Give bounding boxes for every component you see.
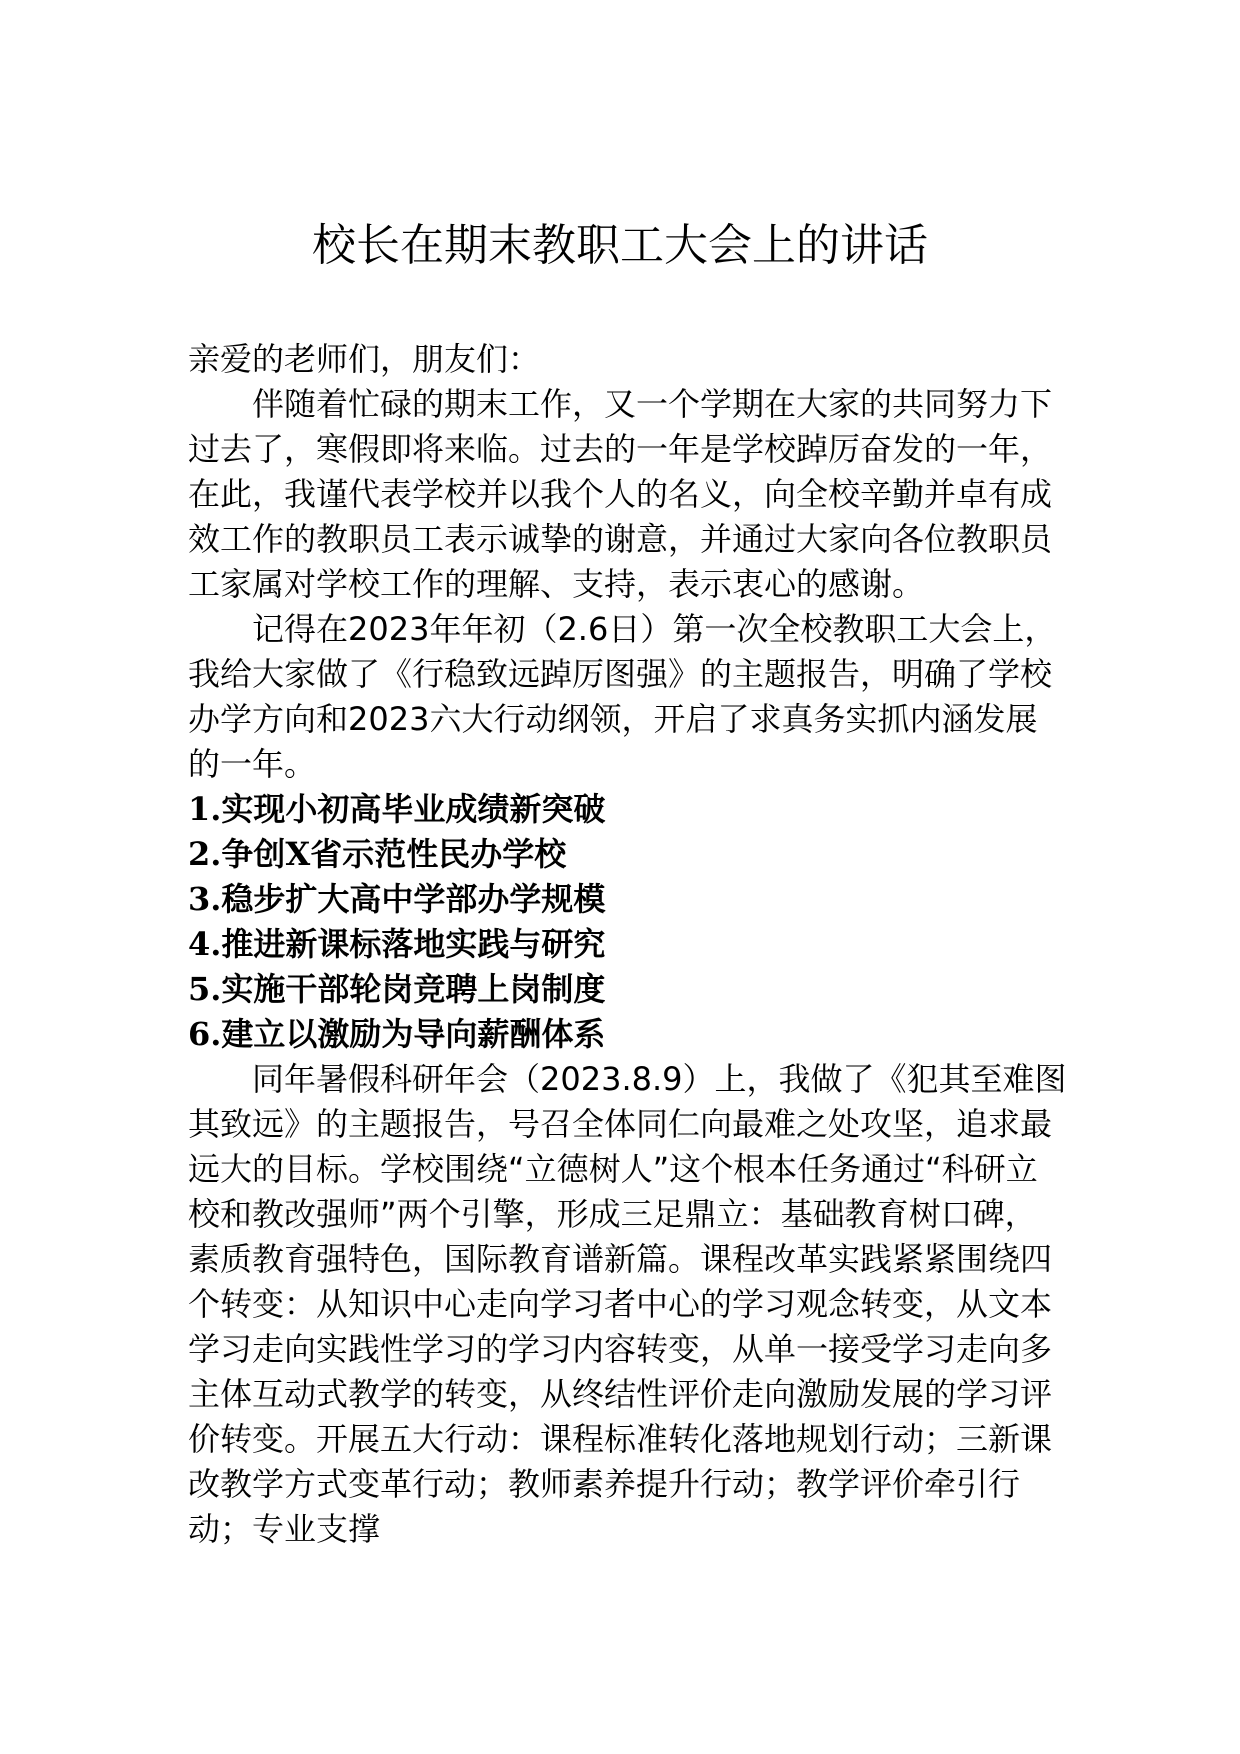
goal-item: 4.推进新课标落地实践与研究 (188, 925, 606, 963)
goal-item: 3.稳步扩大高中学部办学规模 (188, 880, 606, 918)
document-body (188, 337, 1068, 1552)
paragraph-report: 记得在2023年年初（2.6日）第一次全校教职工大会上，我给大家做了《行稳致远踔厉图强》的主题报告，明确了学校办学方向和2023六大行动纲领，开启了求真务实抓内涵发展的一年。 (188, 610, 1057, 783)
goal-item: 2.争创X省示范性民办学校 (188, 835, 567, 873)
salutation: 亲爱的老师们，朋友们： (188, 340, 541, 378)
document-title: 校长在期末教职工大会上的讲话 (312, 220, 928, 271)
paragraph-summer-report: 同年暑假科研年会（2023.8.9）上，我做了《犯其至难图其致远》的主题报告，号召全体同仁向最难之处攻坚，追求最远大的目标。学校围绕“立德树人”这个根本任务通过“科研立校和教改强师”两个引擎，形成三足鼎立：基础教育树口碑，素质教育强特色，国际教育谱新篇。课程改革实践紧紧围绕四个转变：从知识中心走向学习者中心的学习观念转变，从文本学习走向实践性学习的学习内容转变，从单一接受学习走向多主体互动式教学的转变，从终结性评价走向激励发展的学习评价转变。开展五大行动：课程标准转化落地规划行动；三新课改教学方式变革行动；教师素养提升行动；教学评价牵引行动；专业支撑 (188, 1060, 1067, 1548)
goal-item: 6.建立以激励为导向薪酬体系 (188, 1015, 606, 1053)
paragraph-intro: 伴随着忙碌的期末工作，又一个学期在大家的共同努力下过去了，寒假即将来临。过去的一年是学校踔厉奋发的一年，在此，我谨代表学校并以我个人的名义，向全校辛勤并卓有成效工作的教职员工表示诚挚的谢意，并通过大家向各位教职员工家属对学校工作的理解、支持，表示衷心的感谢。 (188, 385, 1053, 603)
goal-item: 1.实现小初高毕业成绩新突破 (188, 790, 606, 828)
goal-item: 5.实施干部轮岗竞聘上岗制度 (188, 970, 606, 1008)
